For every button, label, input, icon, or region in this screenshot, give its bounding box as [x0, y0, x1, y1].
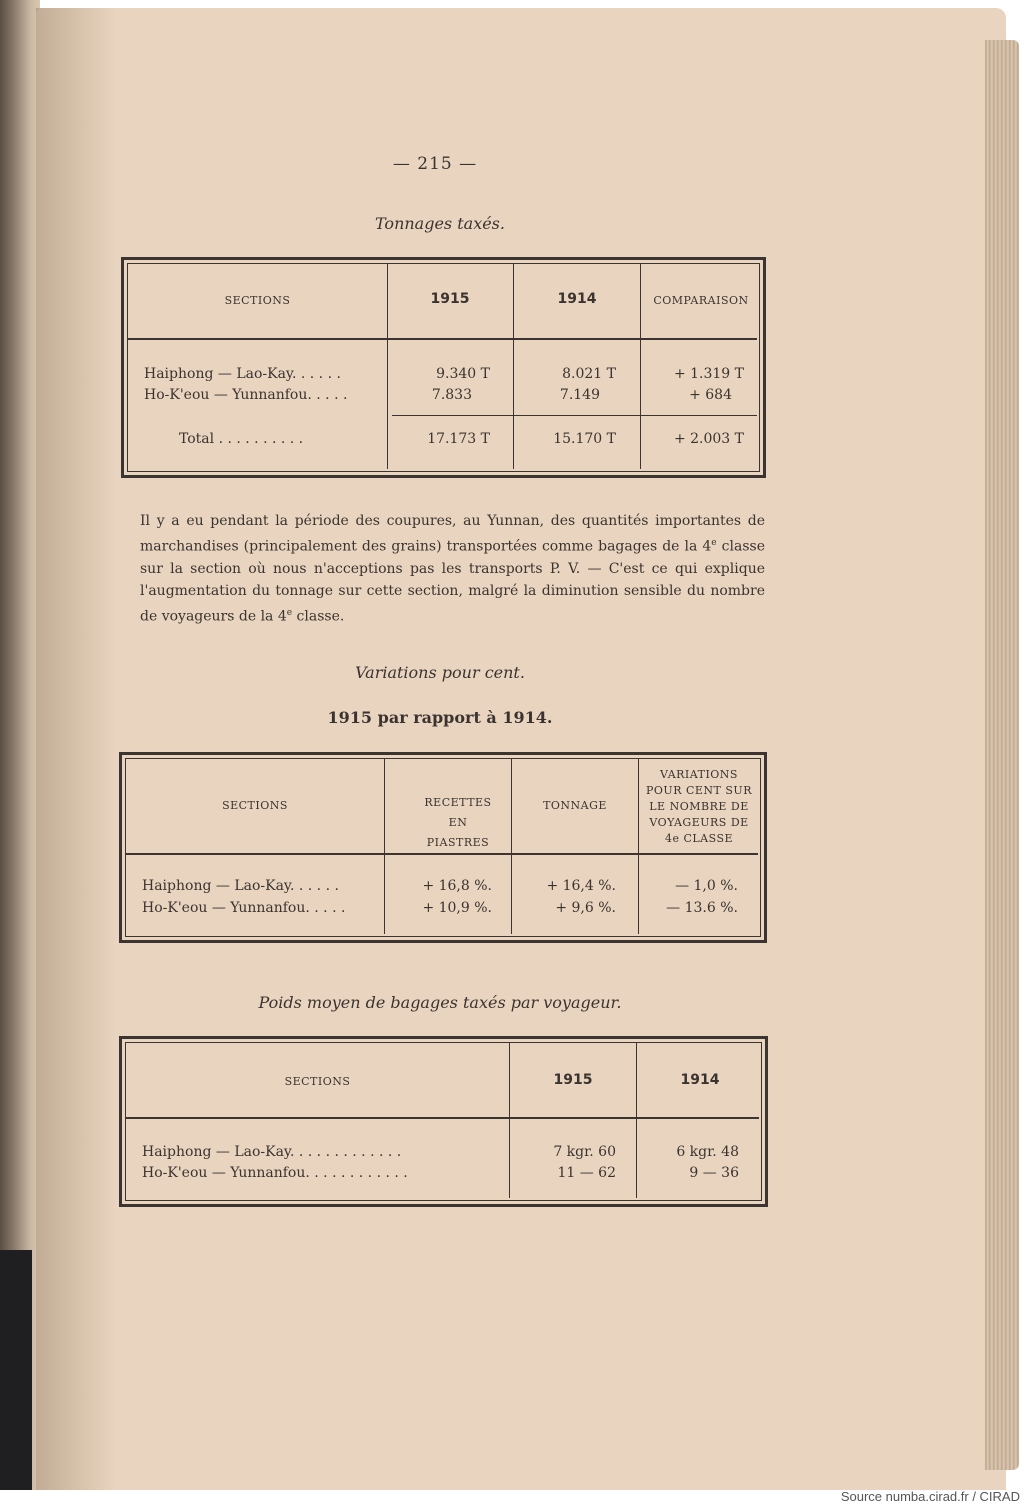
table2-row2-recettes: + 10,9 %.: [422, 900, 492, 916]
table1-total-1915: 17.173 T: [427, 431, 490, 447]
table1-row2-1914: 7.149: [559, 387, 600, 403]
table1-row1-comparaison: + 1.319 T: [673, 366, 744, 382]
table2-row2-tonnage: + 9,6 %.: [555, 900, 616, 916]
table3-row2-section: Ho-K'eou — Yunnanfou. . . . . . . . . . . .: [142, 1165, 408, 1181]
table2-header-recettes: RECETTES EN PIASTRES: [424, 796, 492, 849]
table1-total-label: Total . . . . . . . . . .: [179, 431, 304, 447]
table3-row1-section: Haiphong — Lao-Kay. . . . . . . . . . . . .: [142, 1144, 402, 1160]
table1-header-1915: 1915: [430, 291, 470, 307]
table1-row1-1914: 8.021 T: [562, 366, 616, 382]
page-number: — 215 —: [392, 154, 478, 174]
table2-row1-section: Haiphong — Lao-Kay. . . . . .: [142, 878, 339, 894]
table1-header-sections: SECTIONS: [224, 294, 291, 307]
table1-row1-section: Haiphong — Lao-Kay. . . . . .: [144, 366, 341, 382]
table2-row1-variations: — 1,0 %.: [675, 878, 738, 894]
table3: [119, 1036, 768, 1207]
table3-row2-1914: 9 — 36: [689, 1165, 739, 1181]
table1-row1-1915: 9.340 T: [436, 366, 490, 382]
table2-row1-tonnage: + 16,4 %.: [546, 878, 616, 894]
table2: [119, 752, 767, 943]
table2-caption: Variations pour cent.: [355, 663, 525, 682]
binding-shadow: [0, 1250, 32, 1490]
table2-row2-variations: — 13.6 %.: [666, 900, 738, 916]
table3-caption: Poids moyen de bagages taxés par voyageur.: [258, 993, 622, 1012]
table3-header-1914: 1914: [680, 1072, 720, 1088]
table2-row1-recettes: + 16,8 %.: [422, 878, 492, 894]
table1-total-1914: 15.170 T: [553, 431, 616, 447]
table1-row2-section: Ho-K'eou — Yunnanfou. . . . .: [144, 387, 348, 403]
table3-row1-1914: 6 kgr. 48: [676, 1144, 739, 1160]
table3-header-sections: SECTIONS: [284, 1075, 351, 1088]
table3-header-1915: 1915: [553, 1072, 593, 1088]
table1-row2-1915: 7.833: [431, 387, 472, 403]
page-stack-edges: [985, 40, 1019, 1470]
table3-row1-1915: 7 kgr. 60: [553, 1144, 616, 1160]
table1-total-comparaison: + 2.003 T: [673, 431, 744, 447]
table2-row2-section: Ho-K'eou — Yunnanfou. . . . .: [142, 900, 346, 916]
table2-header-variations: VARIATIONS POUR CENT SUR LE NOMBRE DE VOYAGEURS DE 4e CLASSE: [646, 768, 752, 845]
table1-header-comparaison: COMPARAISON: [653, 294, 749, 307]
table2-header-sections: SECTIONS: [222, 799, 288, 812]
table1-caption: Tonnages taxés.: [375, 214, 505, 233]
table1-header-1914: 1914: [557, 291, 597, 307]
table2-subcaption: 1915 par rapport à 1914.: [327, 708, 553, 727]
source-credit: Source numba.cirad.fr / CIRAD: [840, 1489, 1020, 1504]
table1-row2-comparaison: + 684: [689, 387, 732, 403]
body-paragraph: Il y a eu pendant la période des coupures, au Yunnan, des quantités importantes de marchandises (principalement des grains) transportées comme bagages de la 4e classe sur la section où nous n'acceptions pas les transports P. V. — C'est ce qui explique l'augmentation du tonnage sur cette section, malgré la diminution sensible du nombre de voyageurs de la 4e classe.: [140, 513, 765, 625]
table2-header-tonnage: TONNAGE: [543, 799, 607, 812]
table3-row2-1915: 11 — 62: [557, 1165, 616, 1181]
table1: [121, 257, 766, 478]
